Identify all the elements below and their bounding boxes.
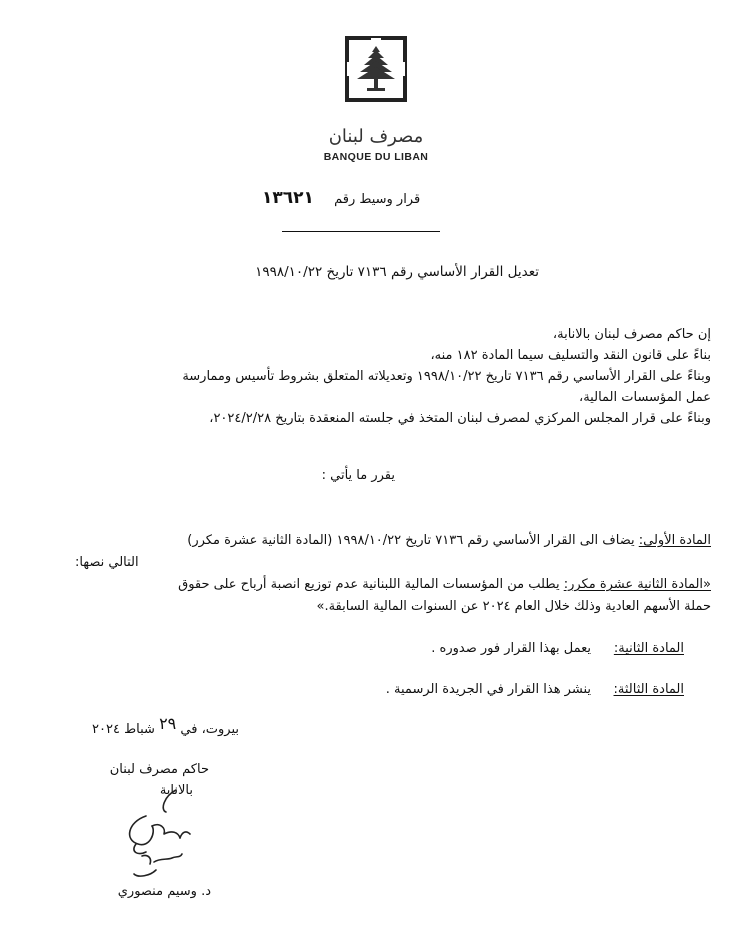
bank-name-french: BANQUE DU LIBAN xyxy=(323,151,429,163)
date-day: ٢٩ xyxy=(159,714,177,733)
decision-label: قرار وسيط رقم xyxy=(334,192,421,207)
signer-title-line-2: بالانابة xyxy=(159,783,193,798)
article-3-text: ينشر هذا القرار في الجريدة الرسمية . xyxy=(385,682,591,697)
article-1-text-line-2: التالي نصها: xyxy=(75,555,139,570)
place-date-prefix: بيروت، في xyxy=(180,722,239,737)
article-1-text-line-1: يضاف الى القرار الأساسي رقم ٧١٣٦ تاريخ ١٩٩٨/١٠/٢٢ (المادة الثانية عشرة مكرر) xyxy=(187,533,635,548)
cedar-tree-icon xyxy=(345,36,407,102)
article-1-quote xyxy=(178,577,711,593)
preamble-line-3b: عمل المؤسسات المالية، xyxy=(579,390,711,405)
article-1-quote-line-2: حملة الأسهم العادية وذلك خلال العام ٢٠٢٤ عن السنوات المالية السابقة.» xyxy=(316,599,711,614)
signer-name: د. وسيم منصوري xyxy=(117,884,211,899)
handwritten-signature xyxy=(116,782,212,888)
article-2-label-text: المادة الثانية: xyxy=(613,641,684,656)
preamble-line-4: وبناءً على قرار المجلس المركزي لمصرف لبنان المتخذ في جلسته المنعقدة بتاريخ ٢٠٢٤/٢/٢٨، xyxy=(209,411,711,426)
article-1-quote-line-1: يطلب من المؤسسات المالية اللبنانية عدم توزيع انصبة أرباح على حقوق xyxy=(178,577,560,592)
article-1-quote-label: «المادة الثانية عشرة مكرر: xyxy=(563,577,711,592)
article-3-label-text: المادة الثالثة: xyxy=(613,682,684,697)
decides-heading: يقرر ما يأتي : xyxy=(321,468,395,483)
article-2-text: يعمل بهذا القرار فور صدوره . xyxy=(431,641,591,656)
decision-heading xyxy=(262,188,420,208)
preamble-line-3a: وبناءً على القرار الأساسي رقم ٧١٣٦ تاريخ ١٩٩٨/١٠/٢٢ وتعديلاته المتعلق بشروط تأسيس وممارسة xyxy=(182,369,711,384)
preamble-line-2: بناءً على قانون النقد والتسليف سيما المادة ١٨٢ منه، xyxy=(430,348,711,363)
heading-underline xyxy=(282,231,440,232)
preamble-line-1: إن حاكم مصرف لبنان بالانابة، xyxy=(552,327,711,342)
place-date xyxy=(92,714,239,738)
document-title: تعديل القرار الأساسي رقم ٧١٣٦ تاريخ ١٩٩٨/١٠/٢٢ xyxy=(255,264,539,280)
article-2-label xyxy=(614,641,684,657)
article-3-label xyxy=(614,682,684,698)
bank-name-arabic: مصرف لبنان xyxy=(328,126,424,147)
article-1-label: المادة الأولى: xyxy=(638,533,711,548)
signer-title-line-1: حاكم مصرف لبنان xyxy=(109,762,209,777)
date-month-year: شباط ٢٠٢٤ xyxy=(92,722,155,737)
decision-number: ١٣٦٢١ xyxy=(262,188,314,208)
article-1 xyxy=(187,533,711,549)
